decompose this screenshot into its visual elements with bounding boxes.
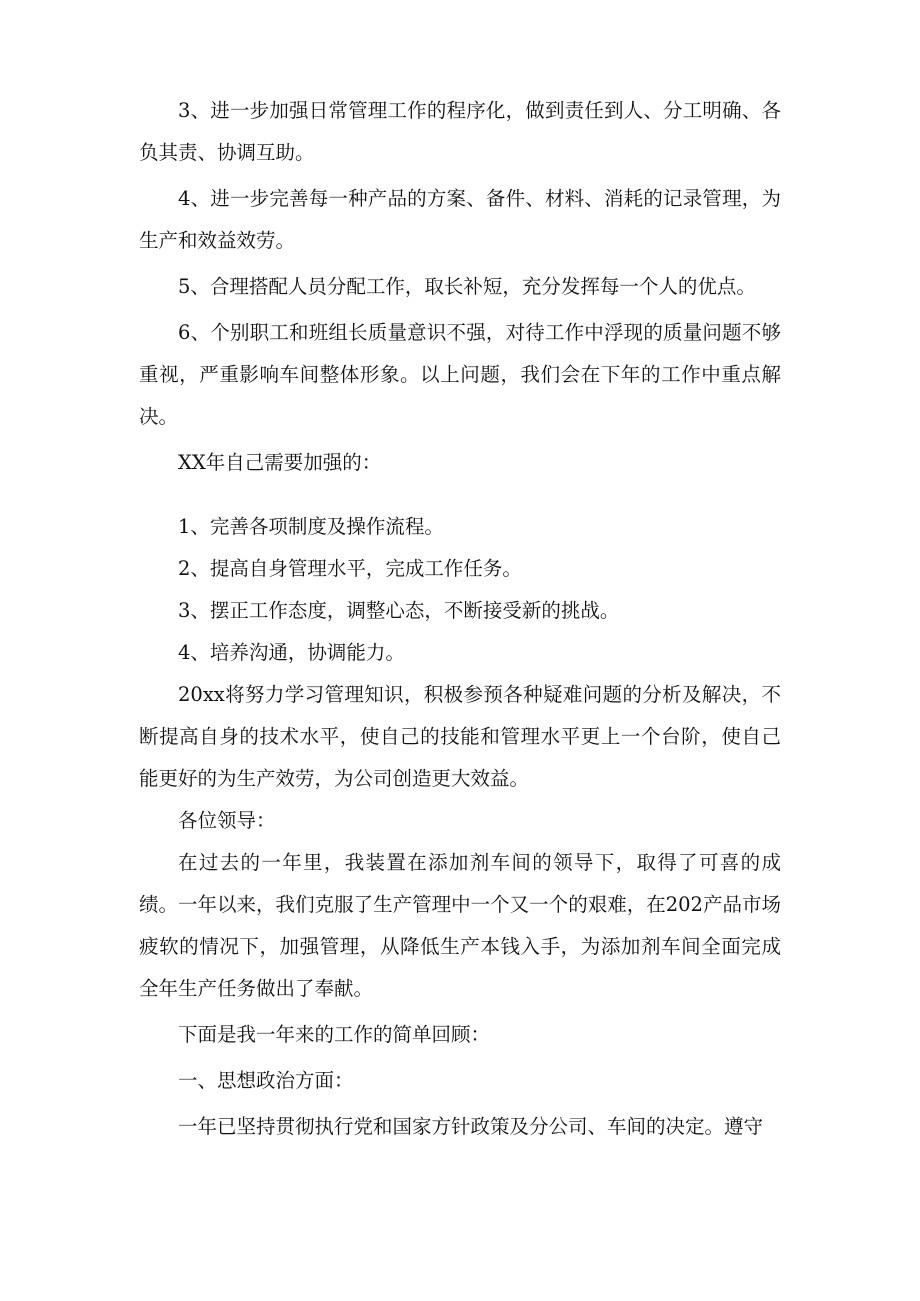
salutation: 各位领导： <box>178 809 276 832</box>
improvement-item-2: 2、提高自身管理水平，完成工作任务。 <box>178 557 522 580</box>
section-heading-political: 一、思想政治方面： <box>178 1069 354 1092</box>
document-body <box>139 90 781 1148</box>
improvement-item-4: 4、培养沟通，协调能力。 <box>178 641 405 664</box>
plan-paragraph: 20xx将努力学习管理知识，积极参预各种疑难问题的分析及解决，不断提高自身的技术水平，使自己的技能和管理水平更上一个台阶，使自己能更好的为生产效劳，为公司创造更大效益。 <box>139 683 781 790</box>
paragraph-item-4: 4、进一步完善每一种产品的方案、备件、材料、消耗的记录管理，为生产和效益效劳。 <box>139 187 781 252</box>
paragraph-item-3: 3、进一步加强日常管理工作的程序化，做到责任到人、分工明确、各负其责、协调互助。 <box>139 99 781 164</box>
review-intro: 下面是我一年来的工作的简单回顾： <box>178 1023 491 1046</box>
section-heading-improvements: XX年自己需要加强的： <box>178 451 382 474</box>
improvement-item-3: 3、摆正工作态度，调整心态，不断接受新的挑战。 <box>178 599 620 622</box>
year-summary-paragraph: 在过去的一年里，我装置在添加剂车间的领导下，取得了可喜的成绩。一年以来，我们克服了生产管理中一个又一个的艰难，在202产品市场疲软的情况下，加强管理，从降低生产本钱入手，为添加剂车间全面完成全年生产任务做出了奉献。 <box>139 851 781 1000</box>
paragraph-item-6: 6、个别职工和班组长质量意识不强，对待工作中浮现的质量问题不够重视，严重影响车间整体形象。以上问题，我们会在下年的工作中重点解决。 <box>139 321 781 428</box>
paragraph-item-5: 5、合理搭配人员分配工作，取长补短，充分发挥每一个人的优点。 <box>178 275 756 298</box>
improvement-item-1: 1、完善各项制度及操作流程。 <box>178 515 444 538</box>
political-paragraph: 一年已坚持贯彻执行党和国家方针政策及分公司、车间的决定。遵守 <box>178 1115 764 1138</box>
